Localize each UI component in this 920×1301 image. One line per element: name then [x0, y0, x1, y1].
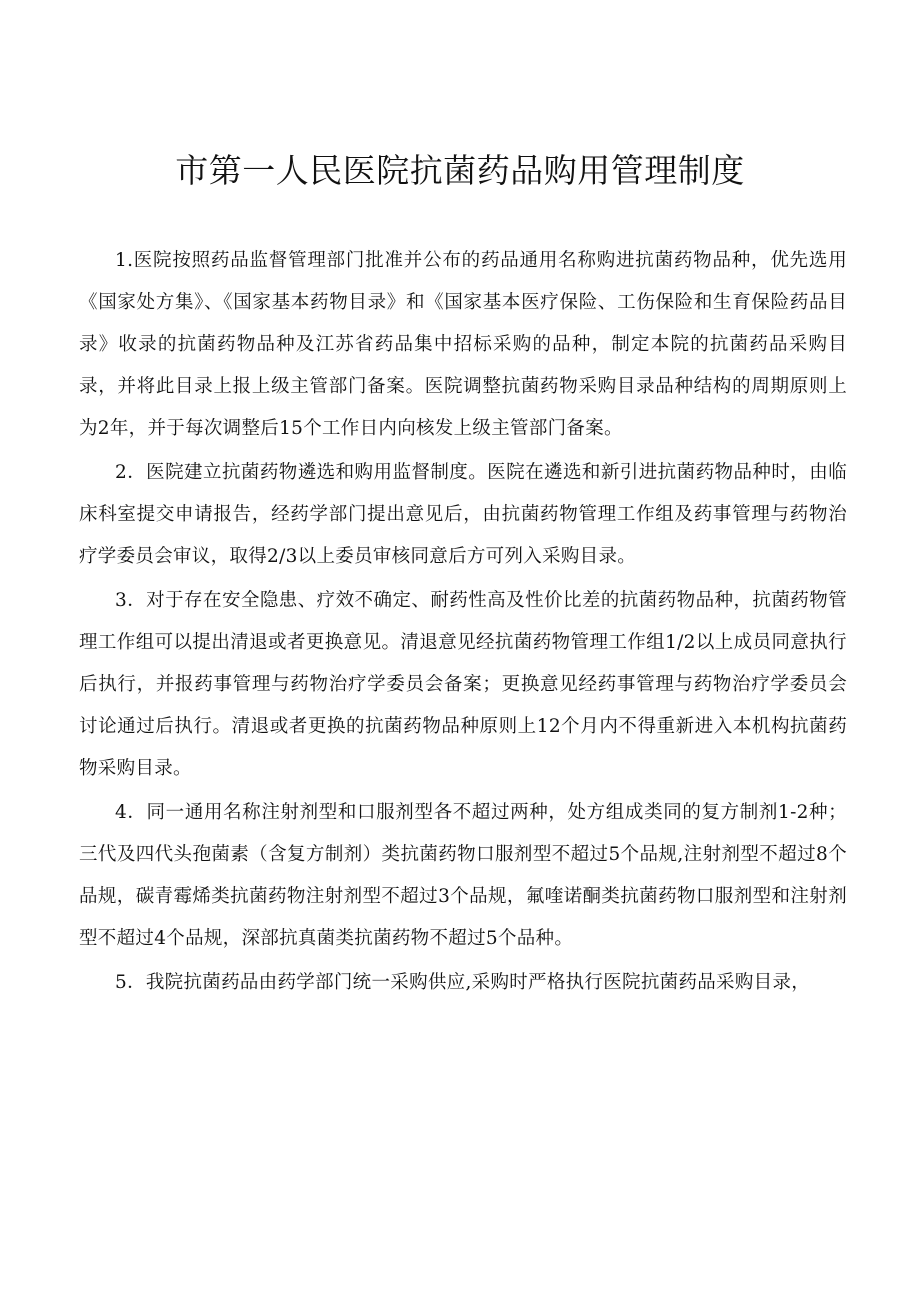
paragraph-4: 4．同一通用名称注射剂型和口服剂型各不超过两种，处方组成类同的复方制剂1-2种；三代及四代头孢菌素（含复方制剂）类抗菌药物口服剂型不超过5个品规,注射剂型不超过8个品规，碳青霉烯类抗菌药物注射剂型不超过3个品规，氟喹诺酮类抗菌药物口服剂型和注射剂型不超过4个品规，深部抗真菌类抗菌药物不超过5个品种。 — [79, 802, 847, 949]
document-body — [79, 240, 847, 1004]
paragraph-2: 2．医院建立抗菌药物遴选和购用监督制度。医院在遴选和新引进抗菌药物品种时，由临床科室提交申请报告，经药学部门提出意见后，由抗菌药物管理工作组及药事管理与药物治疗学委员会审议，取得2/3以上委员审核同意后方可列入采购目录。 — [79, 462, 847, 567]
paragraph-1: 1.医院按照药品监督管理部门批准并公布的药品通用名称购进抗菌药物品种，优先选用《国家处方集》、《国家基本药物目录》和《国家基本医疗保险、工伤保险和生育保险药品目录》收录的抗菌药物品种及江苏省药品集中招标采购的品种，制定本院的抗菌药品采购目录，并将此目录上报上级主管部门备案。医院调整抗菌药物采购目录品种结构的周期原则上为2年，并于每次调整后15个工作日内向核发上级主管部门备案。 — [79, 250, 847, 439]
paragraph-5: 5．我院抗菌药品由药学部门统一采购供应,采购时严格执行医院抗菌药品采购目录， — [115, 972, 811, 993]
document-title: 市第一人民医院抗菌药品购用管理制度 — [175, 151, 745, 190]
paragraph-3: 3．对于存在安全隐患、疗效不确定、耐药性高及性价比差的抗菌药物品种，抗菌药物管理工作组可以提出清退或者更换意见。清退意见经抗菌药物管理工作组1/2以上成员同意执行后执行，并报药事管理与药物治疗学委员会备案；更换意见经药事管理与药物治疗学委员会讨论通过后执行。清退或者更换的抗菌药物品种原则上12个月内不得重新进入本机构抗菌药物采购目录。 — [79, 590, 847, 779]
